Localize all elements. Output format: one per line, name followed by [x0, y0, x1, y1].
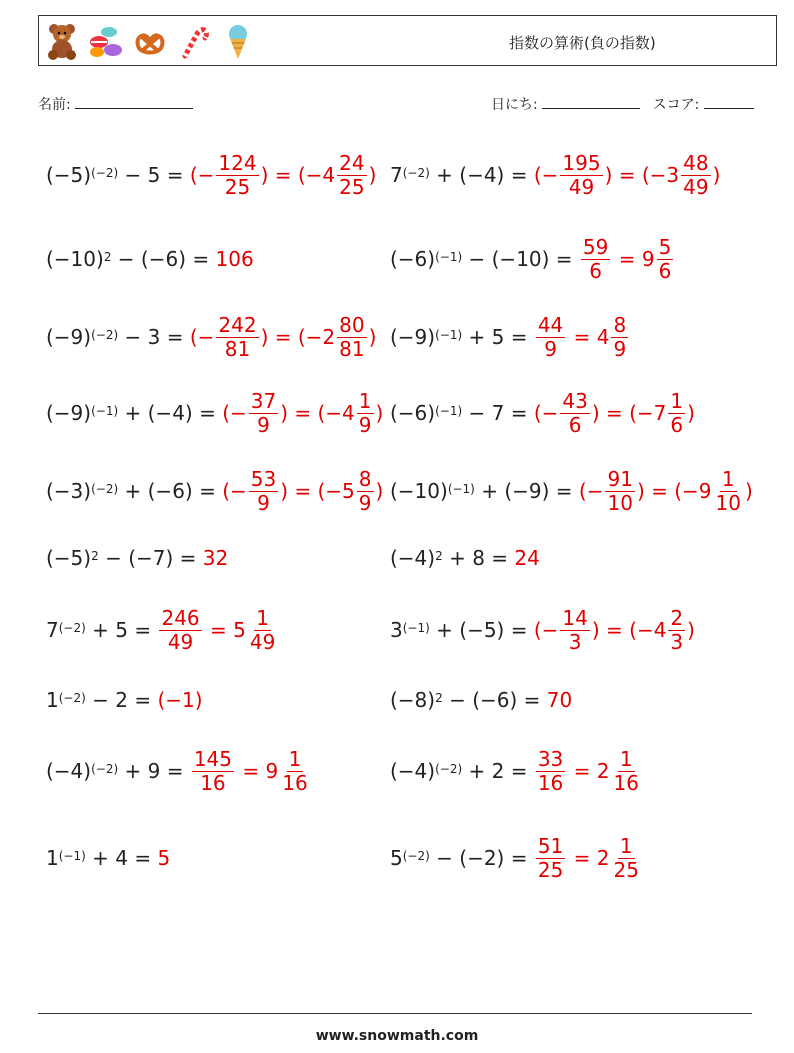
problem-operation: + (−5) = [429, 618, 534, 642]
fraction-denominator: 6 [589, 258, 603, 283]
problem-answer [190, 748, 312, 795]
answer-text: (− [533, 163, 559, 187]
problem-item [390, 600, 695, 660]
problem-exponent: (−2) [91, 482, 119, 496]
date-field [491, 94, 754, 114]
fraction-denominator: 81 [339, 336, 365, 361]
problem-operation: − 2 = [85, 688, 158, 712]
answer-fraction [536, 835, 565, 882]
problem-item [390, 670, 572, 730]
answer-fraction [249, 390, 278, 437]
problem-base: (−3) [46, 479, 92, 503]
answer-text: = 2 [567, 846, 610, 870]
answer-text: ) [368, 163, 377, 187]
answer-text: ) = (−7 [591, 401, 667, 425]
problem-exponent: (−1) [435, 328, 463, 342]
answer-fraction [337, 314, 366, 361]
answer-fraction [248, 607, 277, 654]
fraction-denominator: 6 [568, 412, 582, 437]
problem-answer [190, 314, 377, 361]
answer-text: ) = (−3 [604, 163, 680, 187]
problem-operation: − 7 = [462, 401, 534, 425]
problem-base: 1 [46, 688, 59, 712]
fraction-denominator: 25 [537, 857, 564, 882]
answer-fraction [611, 748, 640, 795]
answer-text: (− [189, 163, 215, 187]
problem-answer [514, 546, 539, 570]
problem-item [390, 307, 630, 367]
fraction-denominator: 49 [167, 629, 194, 654]
answer-text: ) [687, 618, 695, 642]
problem-base: (−9) [46, 325, 92, 349]
answer-text: (− [533, 618, 559, 642]
answer-text: = 4 [567, 325, 610, 349]
problem-answer [579, 468, 753, 515]
problem-item [46, 670, 203, 730]
fraction-denominator: 81 [224, 336, 251, 361]
problem-answer [534, 314, 630, 361]
answer-text: (−1) [157, 688, 203, 712]
problem-item [390, 229, 675, 289]
problem-operation: + (−4) = [429, 163, 534, 187]
problem-item [390, 383, 695, 443]
pretzel-icon [133, 22, 167, 60]
macarons-icon [89, 22, 123, 60]
answer-fraction [560, 152, 602, 199]
problem-exponent: (−1) [447, 482, 475, 496]
problem-operation: − (−10) = [462, 247, 579, 271]
problem-item [390, 528, 540, 588]
fraction-denominator: 9 [544, 336, 557, 361]
fraction-denominator: 16 [537, 770, 564, 795]
fraction-denominator: 16 [200, 770, 226, 795]
footer-url: www.snowmath.com [315, 1028, 479, 1044]
fraction-numerator: 2 [670, 605, 684, 630]
problem-item [46, 383, 383, 443]
problem-base: (−10) [390, 479, 448, 503]
candy-cane-icon [177, 22, 211, 60]
answer-text: 70 [546, 688, 573, 712]
fraction-denominator: 9 [358, 490, 372, 515]
problem-item [46, 741, 312, 801]
fraction-numerator: 1 [619, 746, 633, 771]
problem-operation: + (−6) = [118, 479, 223, 503]
problem-exponent: (−2) [91, 328, 119, 342]
problem-answer [222, 390, 383, 437]
fraction-numerator: 43 [562, 388, 588, 413]
answer-fraction [159, 607, 201, 654]
problem-answer [534, 607, 695, 654]
problem-base: (−9) [390, 325, 436, 349]
answer-fraction [657, 236, 674, 283]
problem-operation: + (−9) = [474, 479, 579, 503]
fraction-numerator: 51 [537, 833, 564, 858]
problem-exponent: (−1) [58, 849, 86, 863]
problem-exponent: (−1) [435, 404, 463, 418]
answer-text: ) [368, 325, 377, 349]
problem-answer [157, 688, 202, 712]
answer-fraction [357, 468, 374, 515]
fraction-denominator: 9 [613, 336, 627, 361]
answer-text: ) = (−4 [260, 163, 336, 187]
fraction-numerator: 14 [562, 605, 588, 630]
fraction-numerator: 145 [193, 746, 233, 771]
problem-exponent: 2 [103, 250, 112, 264]
answer-fraction [536, 314, 565, 361]
answer-fraction [714, 468, 743, 515]
problem-operation: − (−7) = [98, 546, 203, 570]
answer-fraction [216, 314, 258, 361]
problem-item [46, 528, 228, 588]
answer-fraction [612, 835, 641, 882]
fraction-denominator: 16 [282, 770, 308, 795]
name-label: 名前: [38, 97, 71, 113]
fraction-numerator: 24 [339, 150, 365, 175]
problem-operation: − (−6) = [442, 688, 547, 712]
fraction-numerator: 195 [562, 150, 601, 175]
fraction-denominator: 10 [607, 490, 633, 515]
problem-base: (−8) [390, 688, 436, 712]
answer-text: = 5 [203, 618, 246, 642]
teddy-bear-icon [45, 22, 79, 60]
fraction-numerator: 5 [658, 234, 672, 259]
answer-text: ) = (−4 [280, 401, 355, 425]
answer-text: ) [712, 163, 721, 187]
fraction-denominator: 3 [568, 629, 582, 654]
fraction-numerator: 37 [250, 388, 277, 413]
problem-exponent: (−2) [91, 166, 119, 180]
fraction-numerator: 1 [358, 388, 372, 413]
fraction-denominator: 25 [613, 857, 639, 882]
answer-text: ) = (−9 [636, 479, 712, 503]
fraction-numerator: 80 [339, 312, 365, 337]
fraction-denominator: 6 [658, 258, 672, 283]
answer-fraction [249, 468, 278, 515]
problem-item [390, 828, 643, 888]
worksheet-header [38, 15, 777, 66]
problem-base: 1 [46, 846, 59, 870]
problem-exponent: (−2) [58, 691, 86, 705]
fraction-numerator: 1 [721, 466, 735, 491]
fraction-numerator: 91 [607, 466, 633, 491]
problem-operation: + 5 = [85, 618, 158, 642]
answer-text: 106 [215, 247, 254, 271]
problem-item [46, 828, 170, 888]
problem-item [390, 461, 753, 521]
problem-exponent: (−1) [435, 250, 463, 264]
answer-text: 32 [202, 546, 229, 570]
date-blank[interactable] [542, 94, 640, 109]
answer-fraction [605, 468, 634, 515]
date-label: 日にち: [491, 97, 538, 113]
problem-answer [157, 607, 279, 654]
problem-operation: + 4 = [85, 846, 158, 870]
fraction-numerator: 1 [288, 746, 302, 771]
problem-base: 5 [390, 846, 403, 870]
fraction-denominator: 25 [339, 174, 365, 199]
problem-operation: + 2 = [462, 759, 534, 783]
answer-text: 24 [514, 546, 540, 570]
problem-base: (−4) [46, 759, 92, 783]
problem-exponent: (−2) [91, 762, 119, 776]
fraction-numerator: 1 [256, 605, 269, 630]
answer-text: ) = (−2 [260, 325, 336, 349]
problem-base: (−9) [46, 401, 92, 425]
answer-fraction [560, 390, 589, 437]
answer-fraction [337, 152, 366, 199]
answer-fraction [581, 236, 610, 283]
answer-text: 5 [157, 846, 171, 870]
problem-item [46, 145, 376, 205]
fraction-numerator: 8 [613, 312, 627, 337]
problem-answer [216, 247, 254, 271]
name-blank[interactable] [75, 94, 193, 109]
problem-exponent: (−1) [402, 621, 430, 635]
answer-text: (− [222, 401, 247, 425]
fraction-denominator: 49 [568, 174, 595, 199]
score-blank[interactable] [704, 94, 754, 109]
problem-exponent: 2 [435, 691, 443, 705]
problem-item [46, 461, 383, 521]
problem-base: (−5) [46, 163, 92, 187]
problem-base: (−6) [390, 401, 436, 425]
answer-text: ) [744, 479, 753, 503]
answer-fraction [216, 152, 258, 199]
fraction-numerator: 246 [161, 605, 200, 630]
problem-base: (−6) [390, 247, 436, 271]
problem-answer [534, 152, 721, 199]
fraction-numerator: 8 [358, 466, 372, 491]
problem-operation: + 8 = [442, 546, 515, 570]
problem-answer [534, 835, 643, 882]
answer-fraction [560, 607, 589, 654]
problem-answer [547, 688, 572, 712]
problem-answer [203, 546, 228, 570]
answer-text: = 2 [567, 759, 610, 783]
fraction-denominator: 9 [257, 490, 270, 515]
fraction-denominator: 10 [715, 490, 741, 515]
problem-item [390, 741, 643, 801]
fraction-denominator: 49 [249, 629, 276, 654]
problem-item [46, 600, 279, 660]
problem-base: (−4) [390, 759, 436, 783]
worksheet-title: 指数の算術(負の指数) [509, 34, 656, 52]
name-field [38, 94, 193, 114]
problem-item [390, 145, 720, 205]
problem-answer [534, 748, 643, 795]
answer-text: ) [375, 401, 384, 425]
answer-fraction [280, 748, 309, 795]
problem-answer [579, 236, 675, 283]
fraction-numerator: 44 [537, 312, 564, 337]
fraction-denominator: 9 [358, 412, 372, 437]
answer-fraction [192, 748, 234, 795]
answer-fraction [357, 390, 374, 437]
problem-operation: + 5 = [462, 325, 534, 349]
header-icons [45, 22, 255, 60]
fraction-numerator: 1 [670, 388, 684, 413]
answer-text: ) [375, 479, 384, 503]
problem-base: (−5) [46, 546, 92, 570]
problem-base: 7 [46, 618, 59, 642]
answer-fraction [668, 390, 685, 437]
problem-answer [190, 152, 377, 199]
problem-operation: + 9 = [118, 759, 190, 783]
problem-operation: + (−4) = [118, 401, 223, 425]
answer-fraction [681, 152, 710, 199]
problem-base: 3 [390, 618, 403, 642]
problem-exponent: 2 [435, 549, 443, 563]
fraction-denominator: 3 [670, 629, 684, 654]
problem-operation: − (−6) = [111, 247, 216, 271]
problem-base: 7 [390, 163, 403, 187]
fraction-denominator: 25 [224, 174, 251, 199]
answer-text: (− [578, 479, 604, 503]
ice-cream-icon [221, 22, 255, 60]
fraction-numerator: 33 [537, 746, 564, 771]
problem-answer [222, 468, 383, 515]
answer-fraction [611, 314, 628, 361]
fraction-numerator: 48 [683, 150, 709, 175]
answer-text: = 9 [612, 247, 655, 271]
fraction-denominator: 6 [670, 412, 684, 437]
answer-text: ) = (−4 [591, 618, 667, 642]
problem-item [46, 307, 376, 367]
problem-exponent: 2 [91, 549, 99, 563]
fraction-numerator: 1 [619, 833, 633, 858]
fraction-numerator: 59 [582, 234, 609, 259]
answer-fraction [668, 607, 685, 654]
fraction-numerator: 124 [218, 150, 257, 175]
answer-fraction [536, 748, 565, 795]
problem-base: (−10) [46, 247, 104, 271]
answer-text: ) [687, 401, 695, 425]
problem-answer [534, 390, 695, 437]
problem-exponent: (−2) [402, 166, 430, 180]
problem-operation: − 3 = [118, 325, 190, 349]
problem-exponent: (−1) [91, 404, 119, 418]
footer-divider [38, 1013, 752, 1014]
problem-operation: − 5 = [118, 163, 190, 187]
score-label: スコア: [652, 97, 700, 113]
fraction-denominator: 9 [257, 412, 270, 437]
fraction-numerator: 242 [218, 312, 257, 337]
fraction-denominator: 16 [613, 770, 639, 795]
problem-base: (−4) [390, 546, 436, 570]
fraction-denominator: 49 [683, 174, 709, 199]
problem-exponent: (−2) [435, 762, 463, 776]
fraction-numerator: 53 [250, 466, 277, 491]
problem-item [46, 229, 254, 289]
answer-text: (− [533, 401, 559, 425]
answer-text: (− [189, 325, 215, 349]
problem-exponent: (−2) [402, 849, 430, 863]
problem-exponent: (−2) [58, 621, 86, 635]
answer-text: ) = (−5 [280, 479, 355, 503]
problem-answer [157, 846, 170, 870]
answer-text: (− [222, 479, 247, 503]
problem-operation: − (−2) = [429, 846, 534, 870]
answer-text: = 9 [236, 759, 279, 783]
